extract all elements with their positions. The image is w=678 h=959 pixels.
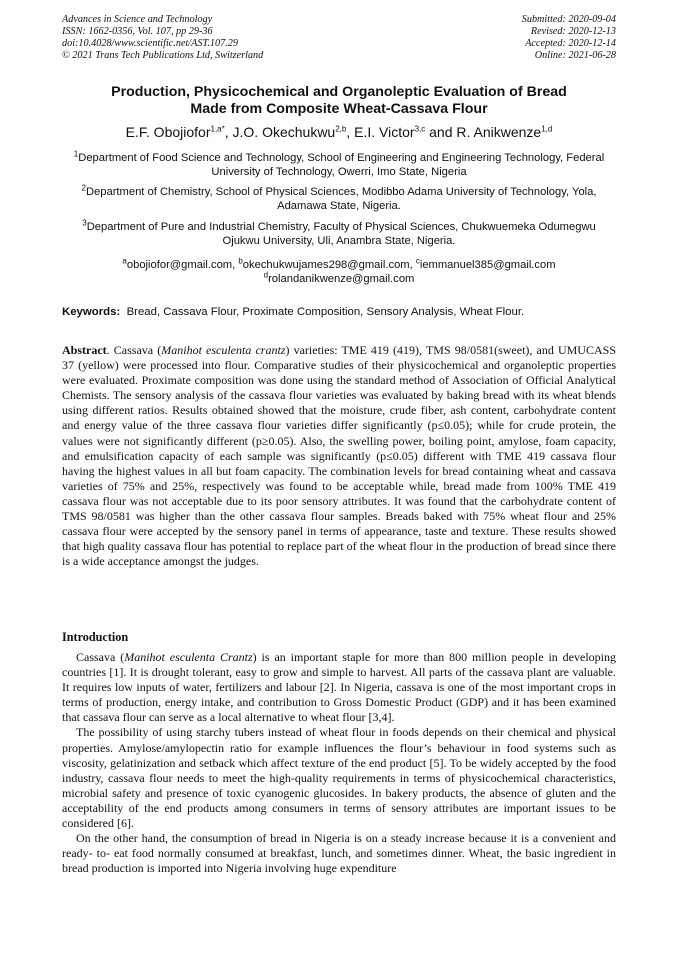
keywords	[62, 305, 616, 319]
affiliation-1: $^1$Department of Food Science and Technology, School of Engineering and Engineering Technology, Federal University of Technology, Owerri, Imo State, Nigeria	[73, 149, 605, 178]
accepted-date: Accepted: 2020-12-14	[525, 38, 616, 49]
revised-date: Revised: 2020-12-13	[530, 26, 616, 37]
online-date: Online: 2021-06-28	[534, 50, 616, 61]
introduction-heading: Introduction	[62, 630, 129, 644]
author-emails: $^a$obojiofor@gmail.com, $^b$okechukwujames298@gmail.com, $^c$iemmanuel385@gmail.com $^d$rolandanikwenze@gmail.com	[122, 256, 556, 285]
intro-paragraph-1: Cassava (Manihot esculenta Crantz) is an important staple for more than 800 million people in developing countries [1]. It is drought tolerant, easy to grow and simple to harvest. All parts of the cassava plant are valuable. It requires low inputs of water, fertilizers and labour [2]. In Nigeria, cassava is one of the most important crops in terms of production, energy intake, and contribution to Gross Domestic Product (GDP) and it has been examined that cassava flour can serve as a local alternative to wheat flour [3,4].	[62, 650, 616, 725]
affiliation-2: $^2$Department of Chemistry, School of Physical Sciences, Modibbo Adama University of Technology, Yola, Adamawa State, Nigeria.	[81, 183, 597, 212]
keywords-label: Keywords:	[62, 306, 121, 318]
journal-header	[62, 14, 616, 62]
doi: doi:10.4028/www.scientific.net/AST.107.29	[62, 38, 238, 49]
submitted-date: Submitted: 2020-09-04	[521, 14, 616, 25]
issn: ISSN: 1662-0356, Vol. 107, pp 29-36	[62, 26, 213, 37]
paper-title: Production, Physicochemical and Organoleptic Evaluation of Bread Made from Composite Wheat-Cassava Flour	[111, 84, 567, 117]
dates-info	[522, 14, 616, 62]
keywords-text: Bread, Cassava Flour, Proximate Composition, Sensory Analysis, Wheat Flour.	[126, 306, 525, 318]
author-list: E.F. Obojiofor$^{1,a*}$, J.O. Okechukwu$^{2,b}$, E.I. Victor$^{3,c}$ and R. Anikwenze$^{1,d}$	[125, 124, 553, 140]
intro-paragraph-3: On the other hand, the consumption of bread in Nigeria is on a steady increase because it is a convenient and ready- to- eat food normally consumed at breakfast, lunch, and sometimes dinner. Wheat, the basic ingredient in bread production is imported into Nigeria involving huge expenditure	[62, 831, 616, 876]
intro-paragraph-2: The possibility of using starchy tubers instead of wheat flour in foods depends on their chemical and physical properties. Amylose/amylopectin ratio for example influences the flour’s behaviour in food systems such as viscosity, gelatinization and setback which affect texture of the end product [5]. To be widely accepted by the food industry, cassava flour needs to meet the high-quality requirements in terms of physicochemical characteristics, microbial safety and presence of toxic cyanogenic glucosides. In bakery products, the absence of gluten and the acceptability of the end products among consumers in terms of sensory attributes are important issues to be considered [6].	[62, 725, 616, 831]
journal-name: Advances in Science and Technology	[62, 14, 213, 25]
introduction-body	[62, 650, 616, 876]
affiliation-3: $^3$Department of Pure and Industrial Chemistry, Faculty of Physical Sciences, Chukwuemeka Odumegwu Ojukwu University, Uli, Anambra State, Nigeria.	[82, 218, 596, 247]
abstract-label: Abstract	[62, 343, 107, 357]
copyright: © 2021 Trans Tech Publications Ltd, Switzerland	[62, 50, 264, 61]
journal-info	[62, 14, 263, 62]
abstract: Abstract. Cassava (Manihot esculenta crantz) varieties: TME 419 (419), TMS 98/0581(sweet), and UMUCASS 37 (yellow) were processed into flour. Comparative studies of their physicochemical and organoleptic properties were evaluated. Proximate composition was done using the standard method of Association of Official Analytical Chemists. The sensory analysis of the cassava flour varieties was evaluated by baking bread with its wheat blends using different ratios. Results obtained showed that the moisture, crude fiber, ash content, carbohydrate content and energy value of the three cassava flour varieties differ significantly (p≤0.05); while for crude protein, the values were not significantly different (p≥0.05). Also, the swelling power, boiling point, amylose, foam capacity, and emulsification capacity of each sample was significantly (p≤0.05) different with TME 419 cassava flour having the highest values in all but foam capacity. The combination levels for bread containing wheat and cassava varieties of 75% and 25%, respectively was found to be acceptable while, bread made from 100% TME 419 cassava flour was not acceptable due to its poor sensory attributes. It was found that the carbohydrate content of TMS 98/0581 was higher than the other cassava flour samples. Breads baked with 75% wheat flour and 25% cassava flour were accepted by the sensory panel in terms of appearance, taste and texture. These results showed that high quality cassava flour has potential to replace part of the wheat flour in the production of bread since there is a wide acceptance amongst the judges.	[62, 343, 616, 569]
